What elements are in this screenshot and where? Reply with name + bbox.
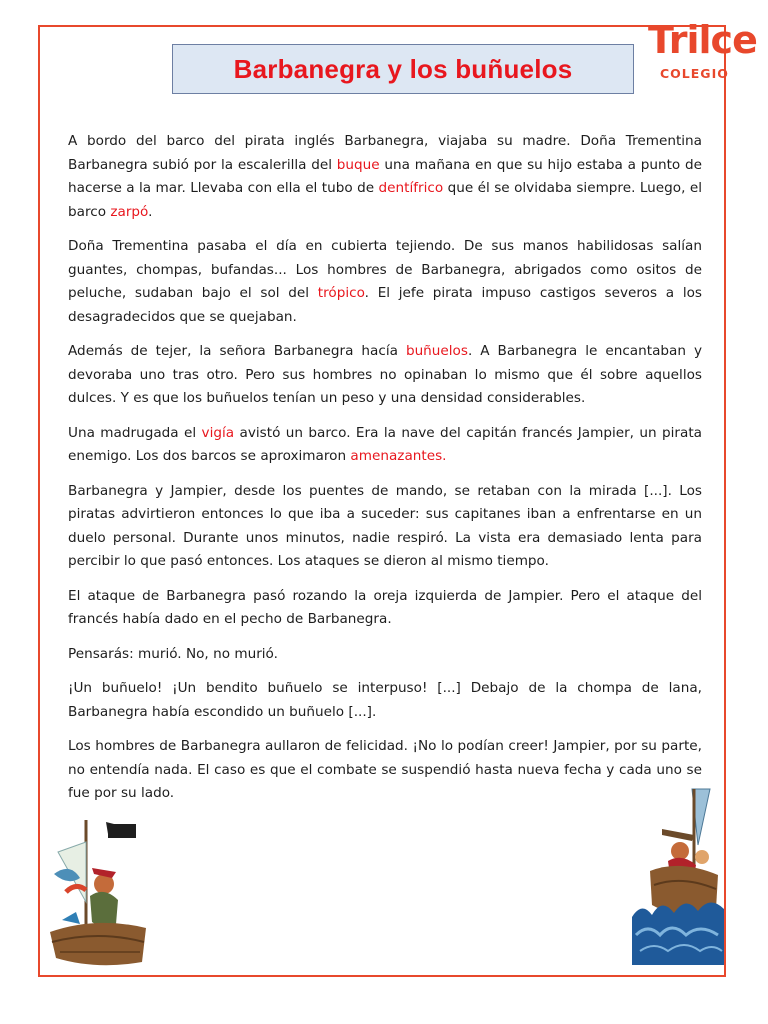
vocabulary-word: vigía <box>201 424 235 441</box>
text-run: Además de tejer, la señora Barbanegra hacía <box>68 343 406 359</box>
vocabulary-word: buque <box>336 156 380 173</box>
text-run: El ataque de Barbanegra pasó rozando la oreja izquierda de Jampier. Pero el ataque del francés había dado en el pecho de Barbanegra. <box>68 587 702 627</box>
text-run: . El jefe pirata impuso castigos severos a los desagradecidos que se quejaban. <box>68 285 702 325</box>
text-run: A bordo del barco del pirata inglés Barbanegra, viajaba su madre. Doña Trementina Barbanegra subió por la escalerilla del <box>68 133 702 173</box>
vocabulary-word: buñuelos <box>405 343 468 359</box>
page-title: Barbanegra y los buñuelos <box>233 53 573 84</box>
text-run: . A Barbanegra le encantaban y devoraba uno tras otro. Pero sus hombres no opinaban lo mismo que él sobre aquellos dulces. Y es que los buñuelos tenían un peso y una densidad considerables. <box>68 343 702 406</box>
school-logo <box>648 18 766 88</box>
text-run: ¡Un buñuelo! ¡Un bendito buñuelo se interpuso! [...] Debajo de la chompa de lana, Barbanegra había escondido un buñuelo [...]. <box>68 680 702 720</box>
pirate-ship-left-illustration <box>46 812 154 970</box>
title-banner <box>172 44 634 94</box>
text-run: avistó un barco. Era la nave del capitán francés Jampier, un pirata enemigo. Los dos barcos se aproximaron <box>68 424 702 464</box>
text-run: Los hombres de Barbanegra aullaron de felicidad. ¡No lo podían creer! Jampier, por su parte, no entendía nada. El caso es que el combate se suspendió hasta nueva fecha y cada uno se fue por su lado. <box>68 738 702 801</box>
text-run: Doña Trementina pasaba el día en cubierta tejiendo. De sus manos habilidosas salían guantes, chompas, bufandas... Los hombres de Barbanegra, abrigados como ositos de peluche, sudaban bajo el sol del <box>68 238 702 301</box>
story-paragraph <box>68 735 702 806</box>
story-paragraph <box>68 643 702 667</box>
story-paragraph <box>68 130 702 224</box>
vocabulary-word: amenazantes. <box>350 448 447 464</box>
logo-subtitle: COLEGIO <box>660 66 729 81</box>
story-paragraph <box>68 480 702 574</box>
text-run: . <box>148 203 153 220</box>
vocabulary-word: dentífrico <box>378 180 444 196</box>
story-paragraph <box>68 677 702 724</box>
pirate-ship-right-illustration <box>632 785 724 965</box>
story-paragraph <box>68 235 702 329</box>
story-paragraph <box>68 585 702 632</box>
story-paragraph <box>68 422 702 469</box>
story-text <box>68 130 702 817</box>
text-run: una mañana en que su hijo estaba a punto de hacerse a la mar. Llevaba con ella el tubo de <box>68 156 702 196</box>
text-run: Una madrugada el <box>68 424 202 441</box>
logo-wordmark: Trilce <box>648 18 757 62</box>
text-run: Barbanegra y Jampier, desde los puentes de mando, se retaban con la mirada [...]. Los piratas advirtieron entonces lo que iba a suceder: sus capitanes iban a enfrentarse en un duelo personal. Durante unos minutos, nadie respiró. La vista era demasiado lenta para percibir lo que pasó entonces. Los ataques se dieron al mismo tiempo. <box>68 482 702 569</box>
vocabulary-word: zarpó <box>110 203 149 220</box>
vocabulary-word: trópico <box>317 285 365 301</box>
text-run: Pensarás: murió. No, no murió. <box>68 645 278 662</box>
story-paragraph <box>68 340 702 411</box>
text-run: que él se olvidaba siempre. Luego, el barco <box>68 180 702 220</box>
